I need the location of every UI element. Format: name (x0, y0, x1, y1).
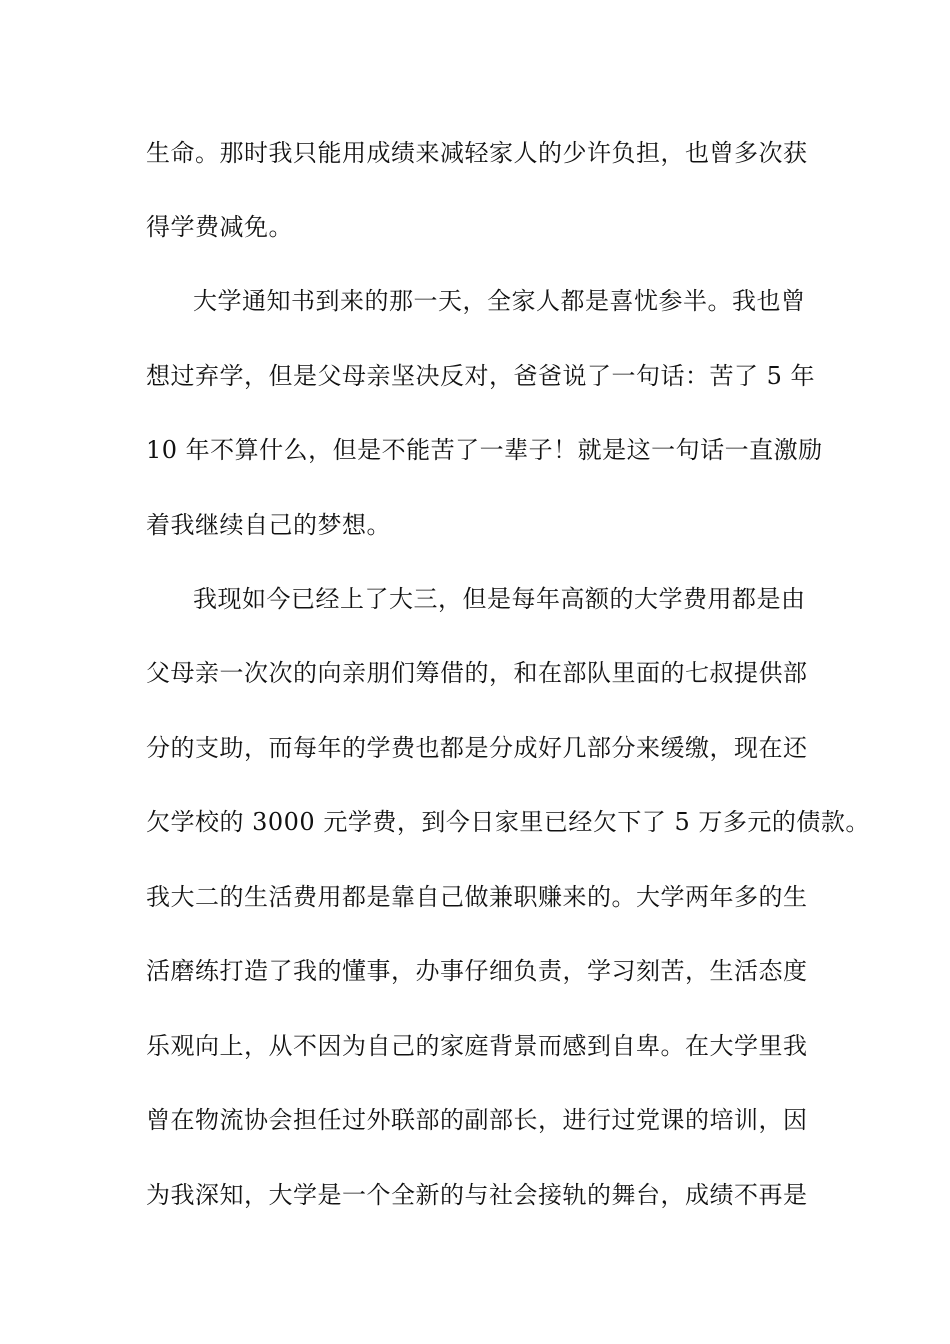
text-line: 父母亲一次次的向亲朋们筹借的，和在部队里面的七叔提供部 (146, 659, 808, 687)
text-line: 活磨练打造了我的懂事，办事仔细负责，学习刻苦，生活态度 (146, 957, 808, 985)
text-line: 曾在物流协会担任过外联部的副部长，进行过党课的培训，因 (146, 1106, 808, 1134)
text-line: 大学通知书到来的那一天，全家人都是喜忧参半。我也曾 (193, 287, 806, 315)
text-line: 为我深知，大学是一个全新的与社会接轨的舞台，成绩不再是 (146, 1181, 808, 1209)
text-line: 想过弃学，但是父母亲坚决反对，爸爸说了一句话：苦了 5 年 (146, 362, 816, 390)
text-line: 欠学校的 3000 元学费，到今日家里已经欠下了 5 万多元的债款。 (146, 808, 870, 836)
text-line: 着我继续自己的梦想。 (146, 511, 391, 539)
text-line: 乐观向上，从不因为自己的家庭背景而感到自卑。在大学里我 (146, 1032, 808, 1060)
text-line: 我大二的生活费用都是靠自己做兼职赚来的。大学两年多的生 (146, 883, 808, 911)
text-line: 分的支助，而每年的学费也都是分成好几部分来缓缴，现在还 (146, 734, 808, 762)
text-line: 我现如今已经上了大三，但是每年高额的大学费用都是由 (193, 585, 806, 613)
text-line: 10 年不算什么，但是不能苦了一辈子！就是这一句话一直激励 (146, 436, 823, 464)
text-line: 得学费减免。 (146, 213, 293, 241)
text-line: 生命。那时我只能用成绩来减轻家人的少许负担，也曾多次获 (146, 139, 808, 167)
